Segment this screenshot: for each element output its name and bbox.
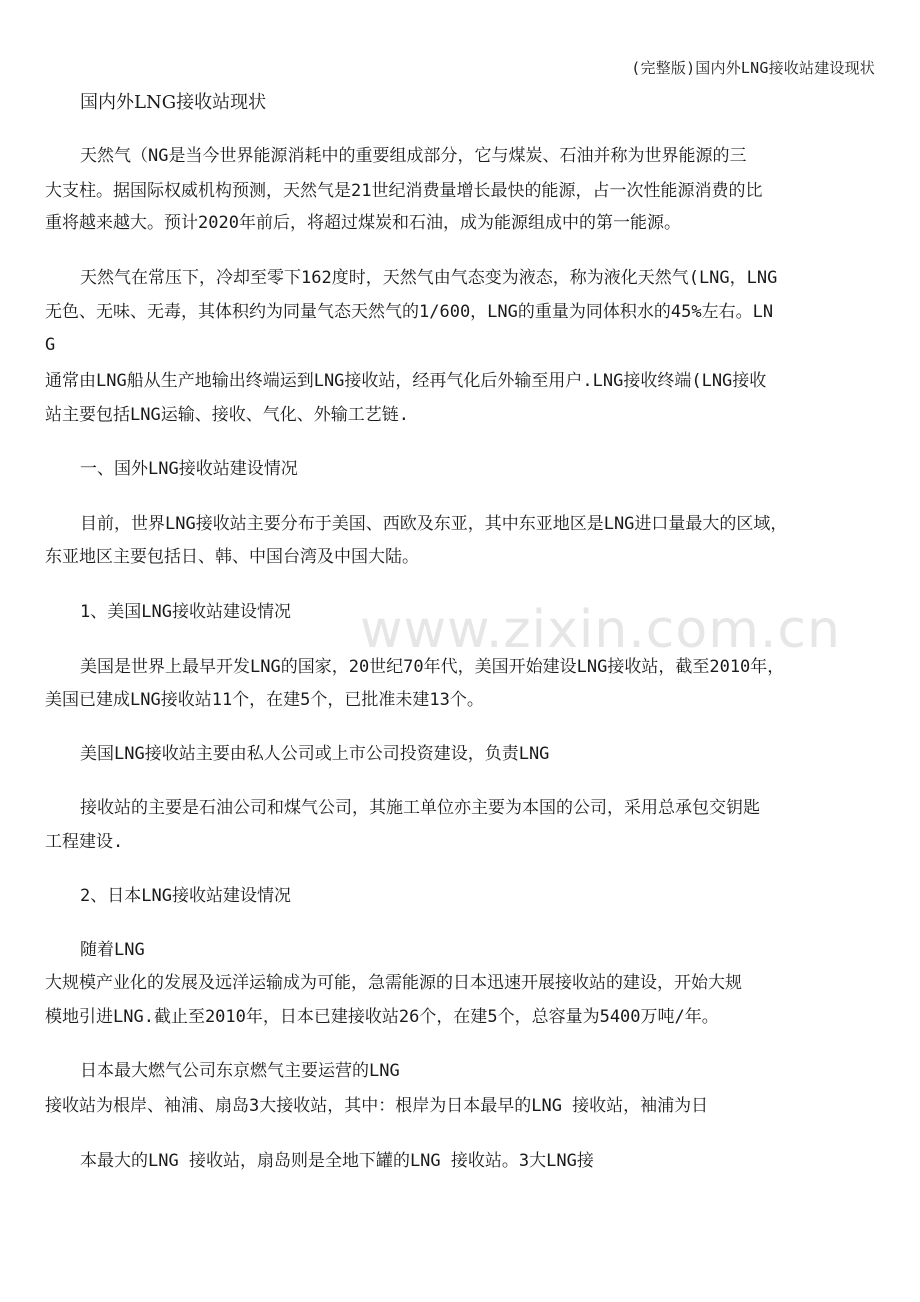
paragraph-japan-line-1: 随着LNG	[80, 940, 145, 960]
watermark: www.zixin.com.cn	[360, 600, 841, 660]
paragraph-japan-line-2: 大规模产业化的发展及远洋运输成为可能，急需能源的日本迅速开展接收站的建设，开始大规	[45, 973, 742, 993]
paragraph-intro-line-2: 大支柱。据国际权威机构预测，天然气是21世纪消费量增长最快的能源，占一次性能源消费的比	[45, 181, 763, 201]
section-heading-abroad: 一、国外LNG接收站建设情况	[80, 459, 298, 479]
paragraph-terminals-line-1: 本最大的LNG 接收站，扇岛则是全地下罐的LNG 接收站。3大LNG接	[80, 1151, 594, 1171]
paragraph-lng-line-1: 天然气在常压下，冷却至零下162度时，天然气由气态变为液态，称为液化天然气(LNG，LNG	[80, 268, 778, 288]
document-title: 国内外LNG接收站现状	[80, 92, 267, 113]
paragraph-usa-line-1: 美国是世界上最早开发LNG的国家，20世纪70年代，美国开始建设LNG接收站，截至2010年，	[80, 657, 785, 677]
paragraph-intro-line-1: 天然气（NG是当今世界能源消耗中的重要组成部分，它与煤炭、石油并称为世界能源的三	[80, 146, 747, 166]
paragraph-distribution-line-1: 目前，世界LNG接收站主要分布于美国、西欧及东亚，其中东亚地区是LNG进口量最大的区域，	[80, 514, 788, 534]
section-heading-usa: 1、美国LNG接收站建设情况	[80, 602, 291, 622]
paragraph-lng-line-5: 站主要包括LNG运输、接收、气化、外输工艺链.	[45, 405, 409, 425]
paragraph-lng-line-4: 通常由LNG船从生产地输出终端运到LNG接收站，经再气化后外输至用户.LNG接收终端(LNG接收	[45, 371, 767, 391]
running-header: (完整版)国内外LNG接收站建设现状	[631, 59, 875, 77]
paragraph-japan-line-3: 模地引进LNG.截止至2010年，日本已建接收站26个，在建5个，总容量为5400万吨/年。	[45, 1007, 719, 1027]
paragraph-usa-line-2: 美国已建成LNG接收站11个，在建5个，已批准未建13个。	[45, 690, 484, 710]
paragraph-distribution-line-2: 东亚地区主要包括日、韩、中国台湾及中国大陆。	[45, 547, 419, 567]
paragraph-tokyo-gas-line-1: 日本最大燃气公司东京燃气主要运营的LNG	[80, 1061, 400, 1081]
paragraph-intro-line-3: 重将越来越大。预计2020年前后，将超过煤炭和石油，成为能源组成中的第一能源。	[45, 213, 681, 233]
paragraph-lng-line-2: 无色、无味、无毒，其体积约为同量气态天然气的1/600，LNG的重量为同体积水的45%左右。LN	[45, 302, 774, 322]
paragraph-tokyo-gas-line-2: 接收站为根岸、袖浦、扇岛3大接收站，其中：根岸为日本最早的LNG 接收站，袖浦为日	[45, 1096, 709, 1116]
paragraph-usa-investment: 美国LNG接收站主要由私人公司或上市公司投资建设，负责LNG	[80, 744, 550, 764]
paragraph-usa-operators-line-2: 工程建设.	[45, 832, 124, 852]
paragraph-lng-line-3: G	[45, 335, 56, 355]
section-heading-japan: 2、日本LNG接收站建设情况	[80, 886, 291, 906]
paragraph-usa-operators-line-1: 接收站的主要是石油公司和煤气公司，其施工单位亦主要为本国的公司，采用总承包交钥匙	[80, 798, 760, 818]
